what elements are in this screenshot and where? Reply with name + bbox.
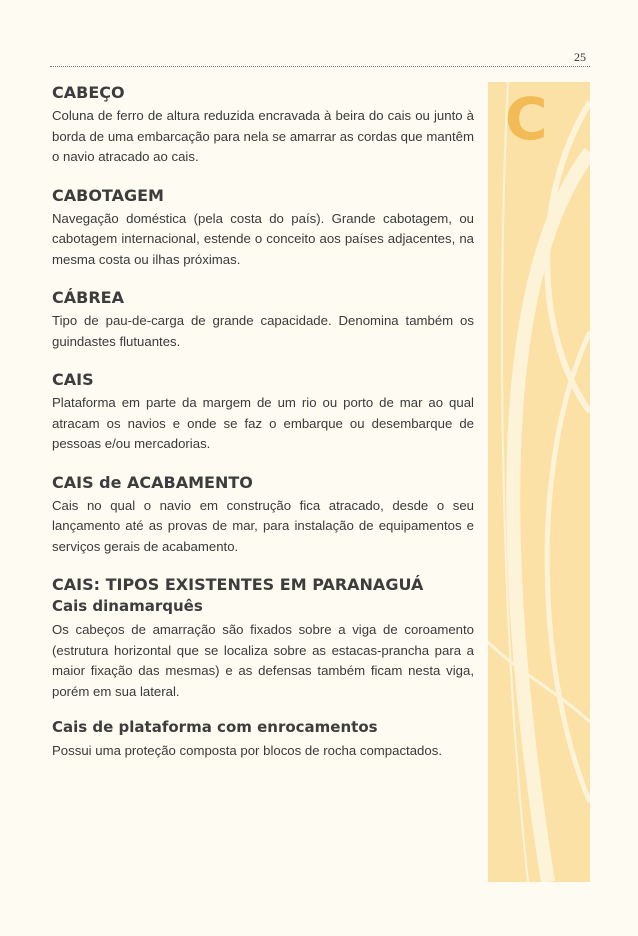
glossary-entry (52, 369, 474, 455)
entry-definition: Coluna de ferro de altura reduzida encravada à beira do cais ou junto à borda de uma embarcação para nela se amarrar as cordas que mantêm o navio atracado ao cais. (52, 108, 474, 164)
entry-definition: Cais no qual o navio em construção fica atracado, desde o seu lançamento até as provas de mar, para instalação de equipamentos e serviços gerais de acabamento. (52, 497, 474, 554)
section-entry (52, 574, 474, 702)
entry-definition: Navegação doméstica (pela costa do país). Grande cabotagem, ou cabotagem internacional, estende o conceito aos países adjacentes, na mesma costa ou ilhas próximas. (52, 210, 474, 267)
section-letter: C (505, 85, 548, 153)
subentry-term: Cais dinamarquês (52, 597, 203, 615)
glossary-content (52, 82, 474, 779)
entry-term: CABEÇO (52, 83, 125, 102)
section-title: CAIS: TIPOS EXISTENTES EM PARANAGUÁ (52, 575, 424, 594)
entry-term: CAIS de ACABAMENTO (52, 472, 253, 492)
page-number: 25 (574, 50, 586, 64)
entry-term: CÁBREA (52, 288, 124, 307)
glossary-entry (52, 472, 474, 558)
subentry-term: Cais de plataforma com enrocamentos (52, 718, 378, 736)
globe-arcs-decoration (488, 82, 590, 882)
glossary-entry (52, 185, 474, 271)
entry-term: CABOTAGEM (52, 185, 164, 205)
subentry-definition: Possui uma proteção composta por blocos de rocha compactados. (52, 743, 442, 758)
header-dotted-rule (50, 66, 590, 67)
glossary-entry (52, 82, 474, 168)
glossary-entry (52, 287, 474, 352)
entry-term: CAIS (52, 370, 94, 389)
entry-definition: Tipo de pau-de-carga de grande capacidade. Denomina também os guindastes flutuantes. (52, 313, 474, 349)
entry-definition: Plataforma em parte da margem de um rio ou porto de mar ao qual atracam os navios e onde se faz o embarque ou desembarque de pessoas e/ou mercadorias. (52, 395, 474, 451)
side-decoration-panel (488, 82, 590, 882)
section-subentry (52, 716, 474, 762)
subentry-definition: Os cabeços de amarração são fixados sobre a viga de coroamento (estrutura horizontal que se localiza sobre as estacas-prancha para a maior fixação das mesmas) e as defensas também ficam nesta viga, porém em sua lateral. (52, 622, 474, 699)
